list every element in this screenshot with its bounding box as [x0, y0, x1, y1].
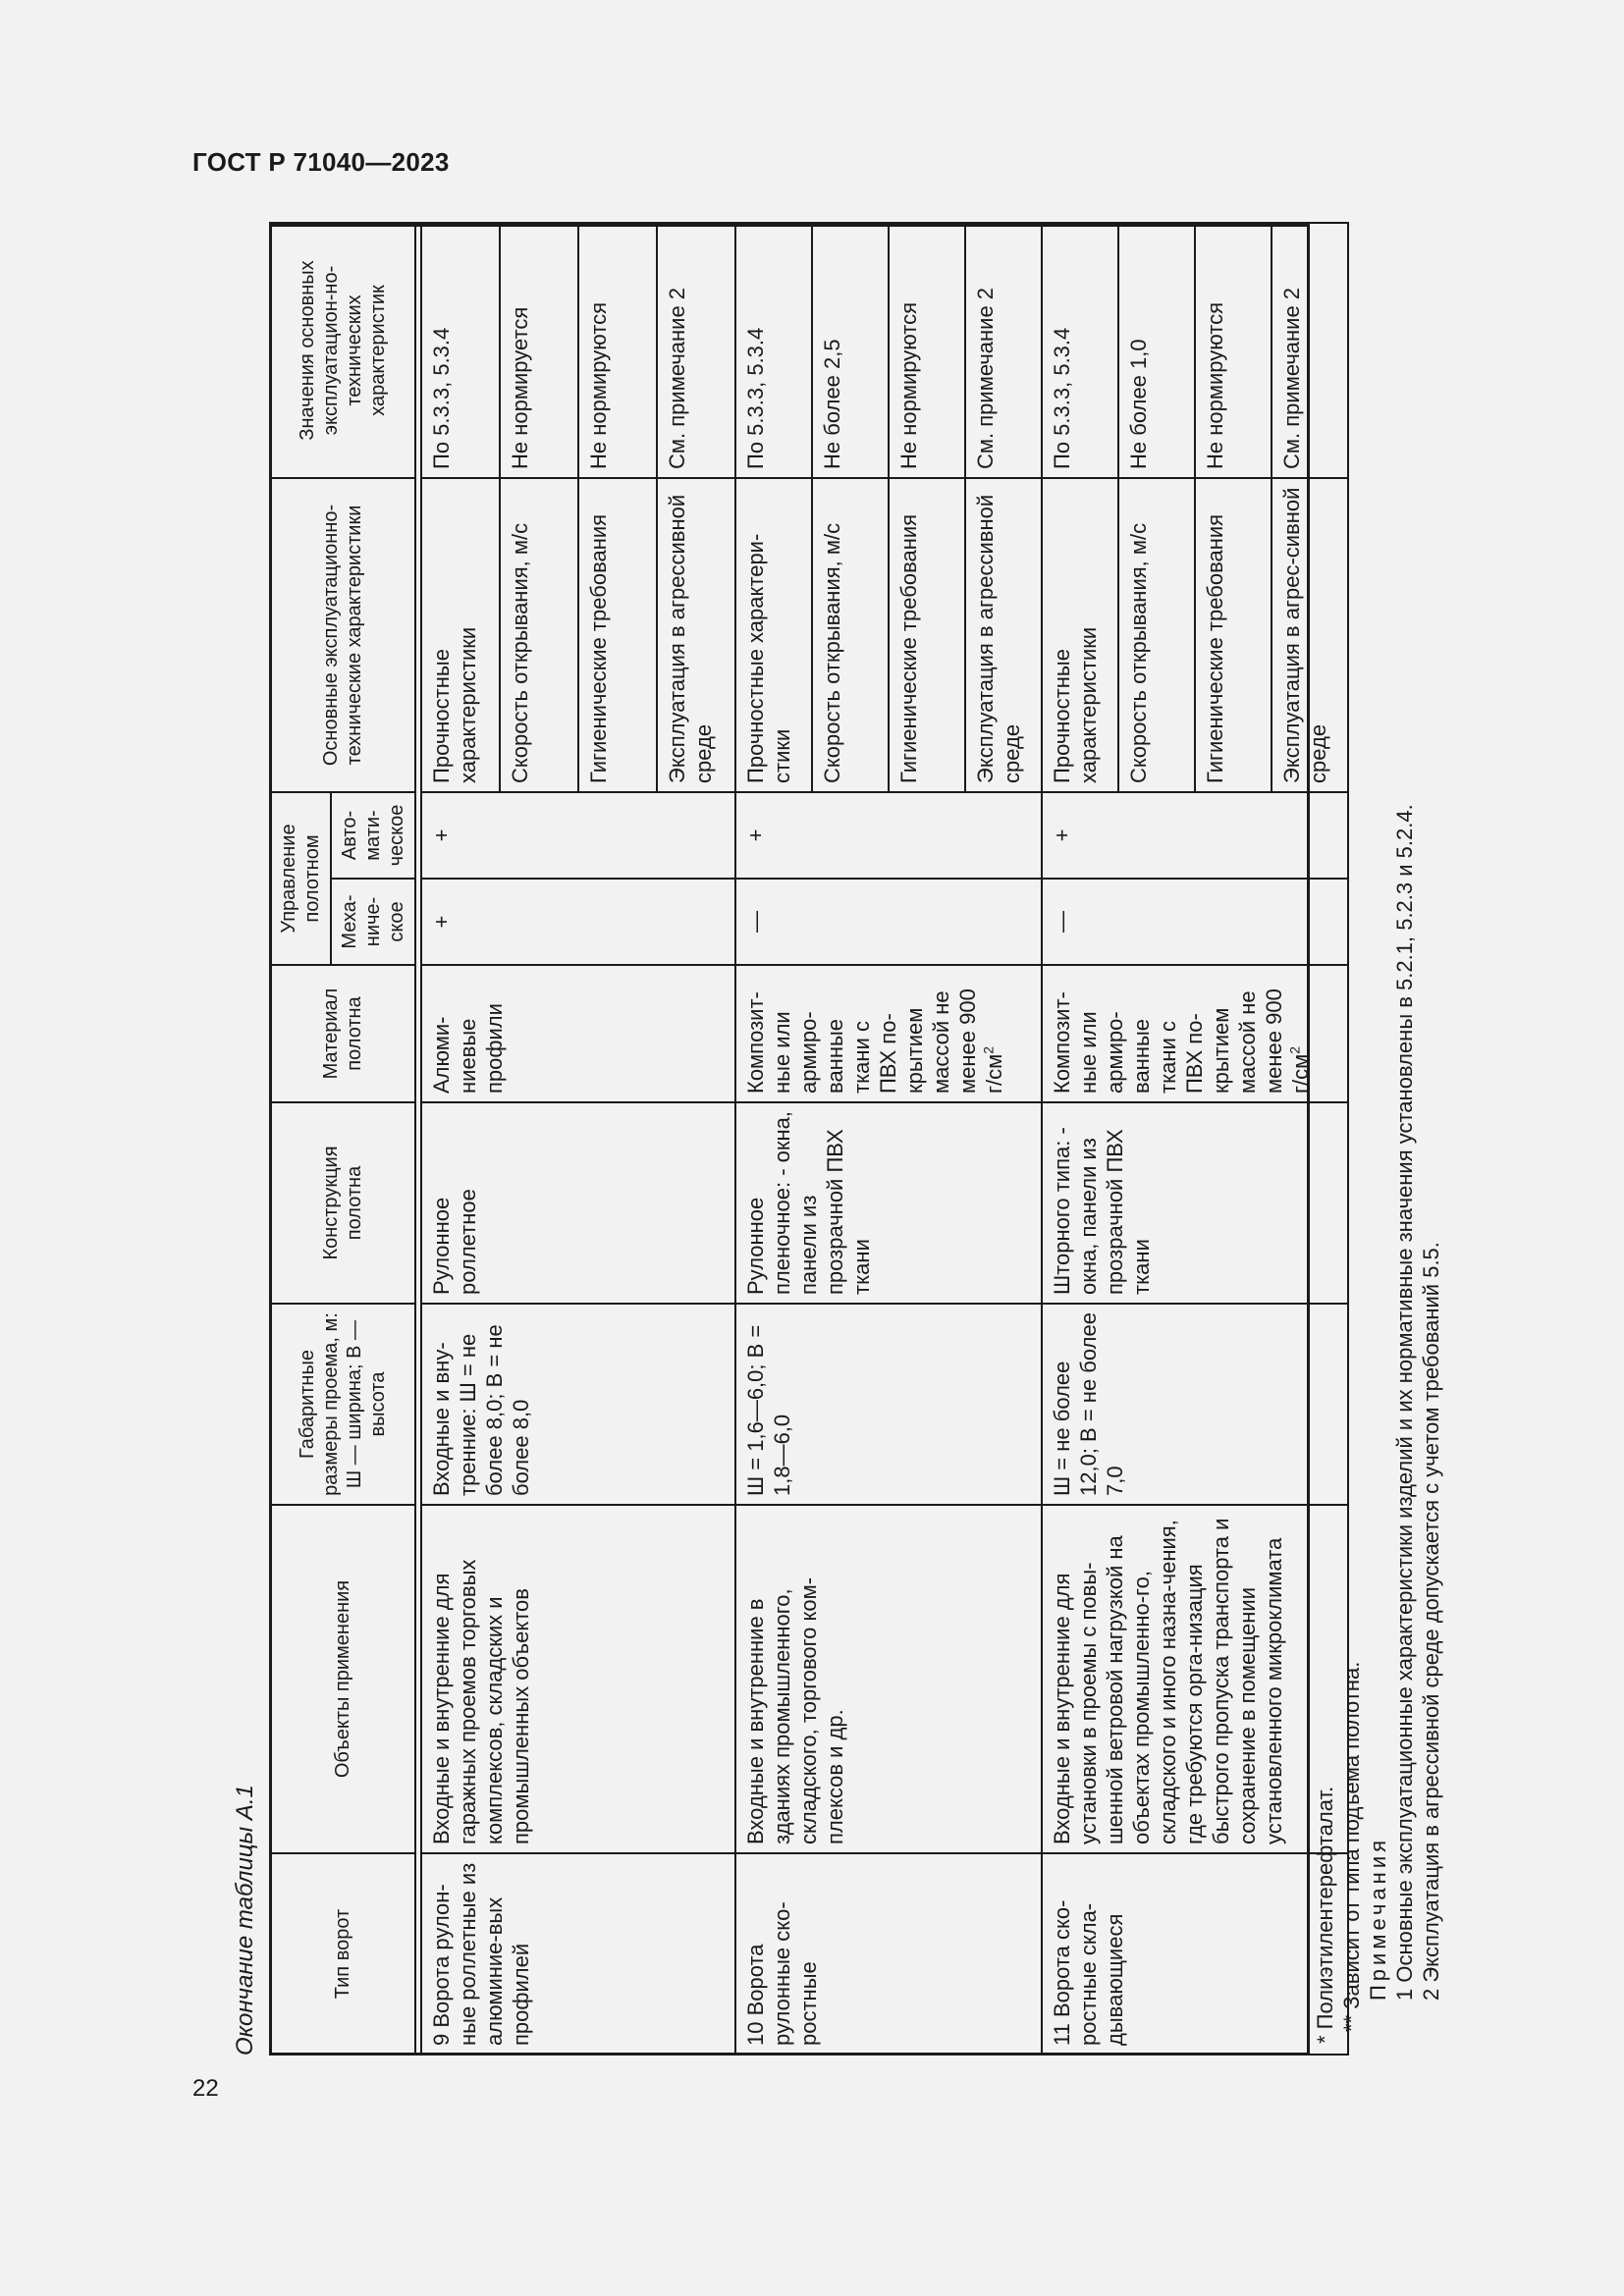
cell-value: Не более 2,5 [812, 223, 889, 478]
note-2: 2 Эксплуатация в агрессивной среде допускается с учетом требований 5.5. [1419, 1242, 1443, 2001]
cell-value: См. примечание 2 [965, 223, 1042, 478]
cell-char: Эксплуатация в агрес-сивной среде [1272, 478, 1348, 792]
cell-objects: Входные и внутренние в зданиях промышленного, складского, торгового ком-плексов и др. [735, 1505, 1042, 1853]
col-header-objects: Объекты применения [270, 1505, 415, 1853]
table-caption: Окончание таблицы А.1 [232, 1785, 258, 2056]
cell-value: Не нормируется [500, 223, 578, 478]
cell-material: Алюми-ниевые профили [421, 965, 735, 1102]
col-header-chars: Основные эксплуатационно-технические характеристики [270, 478, 415, 792]
col-header-dims: Габаритные размеры проема, м: Ш — ширина; В — высота [270, 1304, 415, 1505]
cell-control-mech: + [421, 879, 735, 965]
col-header-construction: Конструкция полотна [270, 1102, 415, 1304]
col-header-control-auto: Авто-мати-ческое [331, 792, 415, 879]
cell-type: 9 Ворота рулон-ные роллетные из алюминие-вых профилей [421, 1853, 735, 2055]
footnote-1: * Полиэтилентерефталат. [1313, 1786, 1337, 2044]
cell-value: По 5.3.3, 5.3.4 [735, 223, 812, 478]
gate-types-table [269, 222, 1349, 2056]
cell-char: Прочностные характеристики [421, 478, 500, 792]
cell-value: См. примечание 2 [657, 223, 735, 478]
col-header-control: Управление полотном [270, 792, 331, 965]
cell-char: Прочностные характеристики [1042, 478, 1118, 792]
col-header-values: Значения основных эксплуатацион-но-технических характеристик [270, 223, 415, 478]
cell-construction: Рулонное роллетное [421, 1102, 735, 1304]
cell-type: 10 Ворота рулонные ско-ростные [735, 1853, 1042, 2055]
material-superscript: 2 [1286, 1045, 1303, 1054]
cell-char: Скорость открывания, м/с [500, 478, 578, 792]
cell-char: Гигиенические требования [578, 478, 657, 792]
cell-value: Не нормируются [578, 223, 657, 478]
cell-char: Прочностные характери-стики [735, 478, 812, 792]
col-header-type: Тип ворот [270, 1853, 415, 2055]
col-header-control-mech: Меха-ниче-ское [331, 879, 415, 965]
cell-construction: Шторного типа: - окна, панели из прозрачной ПВХ ткани [1042, 1102, 1348, 1304]
cell-char: Эксплуатация в агрессивной среде [965, 478, 1042, 792]
cell-objects: Входные и внутренние для установки в проемы с повы-шенной ветровой нагрузкой на объектах промышленно-го, складского и иного назна-чения, где требуются орга-низация быстрого пропуска транспорта и сохранение в помещении установленного микроклимата [1042, 1505, 1348, 1853]
cell-value: См. примечание 2 [1272, 223, 1348, 478]
col-header-material: Материал полотна [270, 965, 415, 1102]
cell-char: Гигиенические требования [1195, 478, 1272, 792]
cell-value: По 5.3.3, 5.3.4 [421, 223, 500, 478]
cell-char: Гигиенические требования [889, 478, 965, 792]
cell-char: Скорость открывания, м/с [812, 478, 889, 792]
material-superscript: 2 [980, 1045, 997, 1054]
cell-char: Эксплуатация в агрессивной среде [657, 478, 735, 792]
cell-value: Не нормируются [1195, 223, 1272, 478]
cell-dims: Входные и вну-тренние: Ш = не более 8,0; В = не более 8,0 [421, 1304, 735, 1505]
material-text: Композит-ные или армиро-ванные ткани с ПВХ по-крытием массой не менее 900 г/см [1050, 988, 1313, 1094]
cell-material [735, 965, 1042, 1102]
notes-title: Примечания [1366, 1836, 1390, 2001]
table-notes [1312, 212, 1444, 2056]
cell-value: Не нормируются [889, 223, 965, 478]
cell-value: Не более 1,0 [1118, 223, 1195, 478]
cell-construction: Рулонное пленочное: - окна, панели из прозрачной ПВХ ткани [735, 1102, 1042, 1304]
rotated-table-area [232, 224, 1500, 2056]
cell-type: 11 Ворота ско-ростные скла-дывающиеся [1042, 1853, 1348, 2055]
cell-objects: Входные и внутренние для гаражных проемов торговых комплексов, складских и промышленных объектов [421, 1505, 735, 1853]
cell-control-mech: — [735, 879, 1042, 965]
footnote-2: ** Зависит от типа подъема полотна. [1339, 1661, 1364, 2032]
cell-control-mech: — [1042, 879, 1348, 965]
cell-dims: Ш = не более 12,0; В = не более 7,0 [1042, 1304, 1348, 1505]
document-header: ГОСТ Р 71040—2023 [192, 147, 450, 177]
cell-control-auto: + [421, 792, 735, 879]
cell-char: Скорость открывания, м/с [1118, 478, 1195, 792]
page-number: 22 [192, 2075, 219, 2102]
cell-value: По 5.3.3, 5.3.4 [1042, 223, 1118, 478]
note-1: 1 Основные эксплуатационные характеристики изделий и их нормативные значения установлены в 5.2.1, 5.2.3 и 5.2.4. [1392, 804, 1417, 2001]
cell-material [1042, 965, 1348, 1102]
cell-control-auto: + [1042, 792, 1348, 879]
material-text: Композит-ные или армиро-ванные ткани с ПВХ по-крытием массой не менее 900 г/см [743, 988, 1006, 1094]
cell-control-auto: + [735, 792, 1042, 879]
cell-dims: Ш = 1,6—6,0; В = 1,8—6,0 [735, 1304, 1042, 1505]
